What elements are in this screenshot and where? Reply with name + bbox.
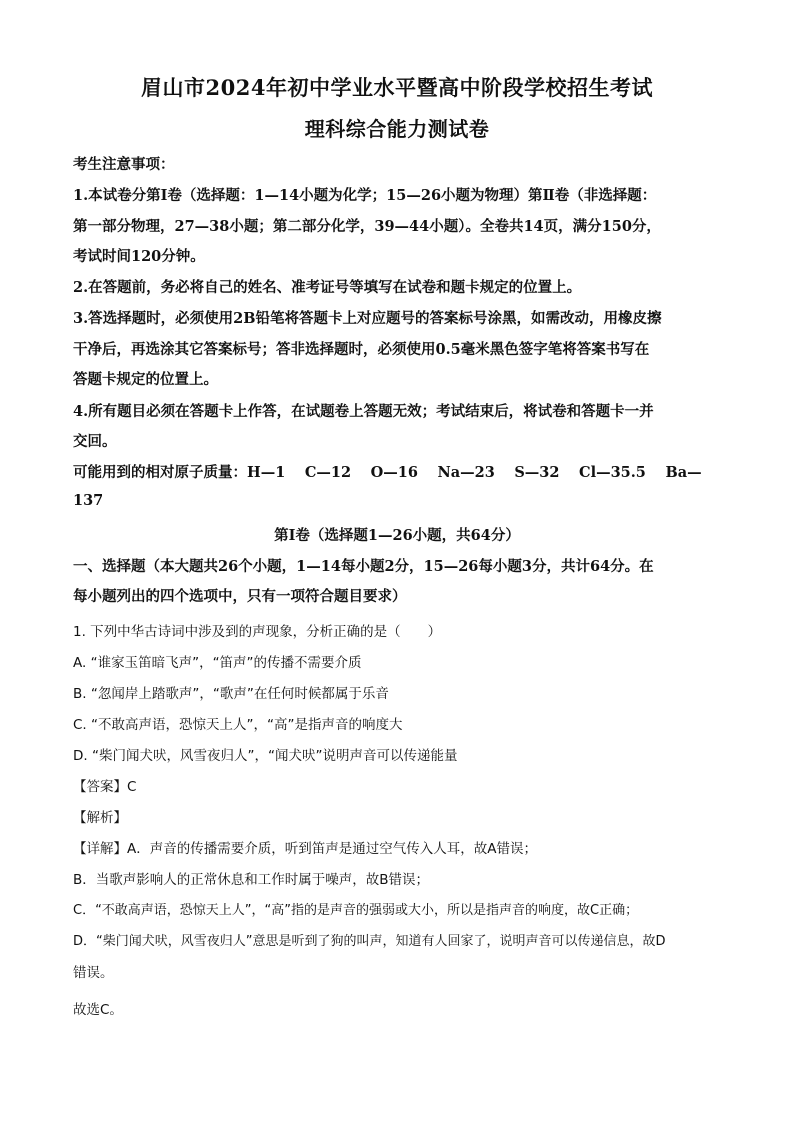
notice-item-1-line-1: 1.本试卷分第Ⅰ卷（选择题：1—14小题为化学；15—26小题为物理）第Ⅱ卷（非选择题： [73, 187, 657, 204]
question-1-detail-line-3: C．“不敢高声语，恐惊天上人”，“高”指的是声音的强弱或大小，所以是指声音的响度，故C正确； [73, 903, 639, 918]
atomic-mass-line-2: 137 [73, 492, 104, 509]
question-1-option-c: C. “不敢高声语，恐惊天上人”，“高”是指声音的响度大 [73, 717, 403, 733]
section-1-instructions-line-1: 一、选择题（本大题共26个小题，1—14每小题2分，15—26每小题3分，共计64分。在 [73, 558, 654, 575]
notice-item-3-line-1: 3.答选择题时，必须使用2B铅笔将答题卡上对应题号的答案标号涂黑，如需改动，用橡皮擦 [73, 310, 662, 327]
exam-title: 眉山市2024年初中学业水平暨高中阶段学校招生考试 [141, 75, 653, 100]
notice-item-2: 2.在答题前，务必将自己的姓名、准考证号等填写在试卷和题卡规定的位置上。 [73, 279, 582, 296]
question-1-analysis-label: 【解析】 [73, 810, 127, 826]
notice-item-3-line-3: 答题卡规定的位置上。 [73, 371, 218, 388]
exam-subtitle: 理科综合能力测试卷 [304, 117, 490, 141]
question-1-detail-line-5: 错误。 [73, 965, 114, 981]
question-1-detail-line-2: B．当歌声影响人的正常休息和工作时属于噪声，故B错误； [73, 872, 430, 888]
notice-item-4-line-2: 交回。 [73, 433, 117, 450]
question-1-option-a: A. “谁家玉笛暗飞声”，“笛声”的传播不需要介质 [73, 655, 362, 671]
section-1-heading: 第Ⅰ卷（选择题1—26小题，共64分） [274, 527, 520, 544]
notice-item-4-line-1: 4.所有题目必须在答题卡上作答，在试题卷上答题无效；考试结束后，将试卷和答题卡一并 [73, 403, 654, 420]
notice-item-1-line-2: 第一部分物理，27—38小题；第二部分化学，39—44小题）。全卷共14页，满分150分， [73, 218, 661, 235]
question-1-conclusion: 故选C。 [73, 1002, 123, 1018]
section-1-instructions-line-2: 每小题列出的四个选项中，只有一项符合题目要求） [73, 588, 407, 605]
question-1-detail-line-1: 【详解】A．声音的传播需要介质，听到笛声是通过空气传入人耳，故A错误； [73, 841, 537, 857]
notice-item-1-line-3: 考试时间120分钟。 [73, 248, 205, 265]
question-1-option-d: D. “柴门闻犬吠，风雪夜归人”，“闻犬吠”说明声音可以传递能量 [73, 748, 458, 764]
atomic-mass-line-1: 可能用到的相对原子质量：H—1 C—12 O—16 Na—23 S—32 Cl—35.5 Ba— [73, 464, 702, 481]
notice-item-3-line-2: 干净后，再选涂其它答案标号；答非选择题时，必须使用0.5毫米黑色签字笔将答案书写在 [73, 341, 650, 358]
question-1-answer: 【答案】C [73, 779, 137, 795]
question-1-stem: 1. 下列中华古诗词中涉及到的声现象，分析正确的是（ ） [73, 624, 442, 640]
notice-heading: 考生注意事项： [73, 156, 175, 173]
question-1-detail-line-4: D．“柴门闻犬吠，风雪夜归人”意思是听到了狗的叫声，知道有人回家了，说明声音可以传递信息，故D [73, 934, 666, 949]
question-1-option-b: B. “忽闻岸上踏歌声”，“歌声”在任何时候都属于乐音 [73, 686, 389, 702]
